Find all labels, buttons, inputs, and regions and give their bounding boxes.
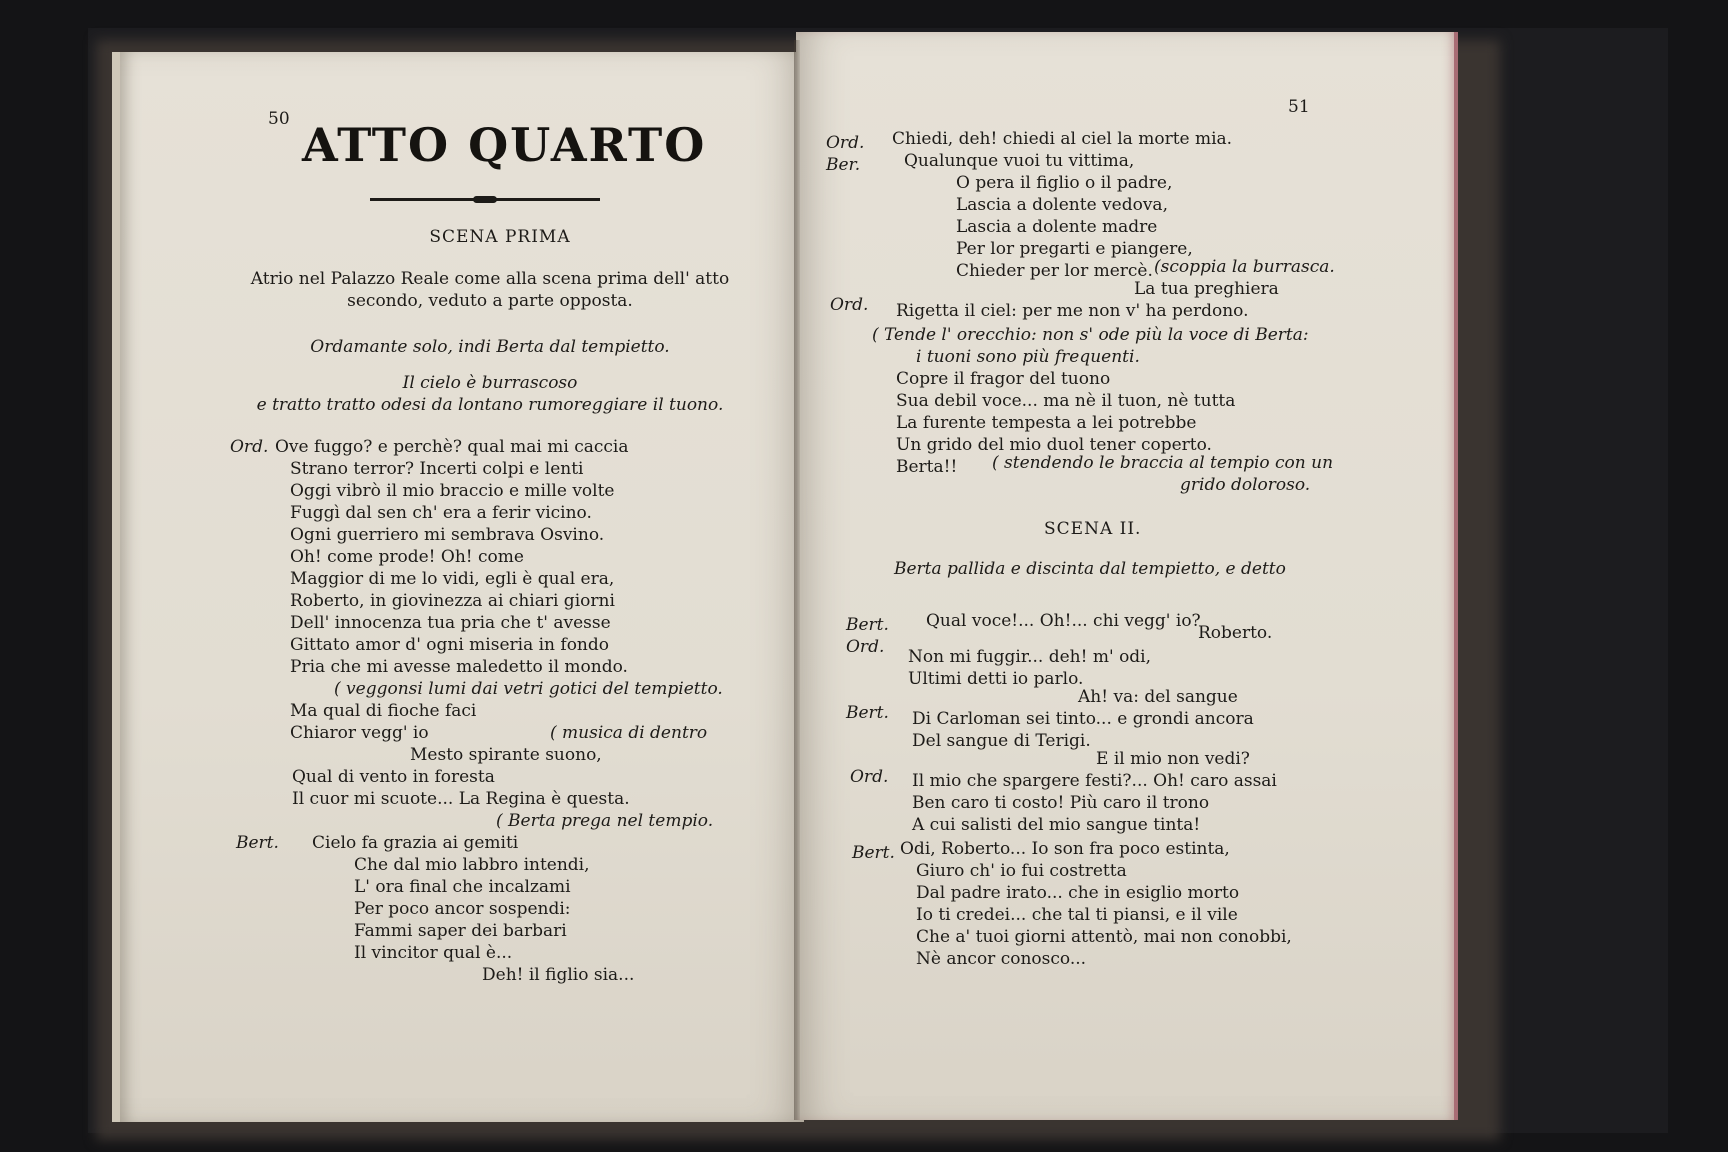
verse-line: Dell' innocenza tua pria che t' avesse <box>290 613 611 633</box>
verse-line: Il mio che spargere festi?... Oh! caro assai <box>912 771 1277 791</box>
verse-line: Non mi fuggir... deh! m' odi, <box>908 647 1152 667</box>
title-rule-ornament <box>473 196 497 203</box>
verse-line: Fuggì dal sen ch' era a ferir vicino. <box>290 503 592 523</box>
verse-line: Oggi vibrò il mio braccio e mille volte <box>290 481 615 501</box>
setting-line-2: secondo, veduto a parte opposta. <box>347 291 633 311</box>
stage-direction-2: e tratto tratto odesi da lontano rumoreggiare il tuono. <box>256 395 724 415</box>
verse-line: Deh! il figlio sia... <box>482 965 635 985</box>
verse-line: Cielo fa grazia ai gemiti <box>312 833 519 853</box>
verse-line: Il vincitor qual è... <box>354 943 513 963</box>
speaker-label: Bert. <box>846 615 889 635</box>
verse-line: Roberto. <box>1198 623 1273 643</box>
speaker-label: Ord. <box>830 295 869 315</box>
stage-direction-1: Il cielo è burrascoso <box>402 373 578 393</box>
speaker-label: Ord. <box>230 437 269 457</box>
left-page <box>112 52 804 1122</box>
verse-line: Dal padre irato... che in esiglio morto <box>916 883 1240 903</box>
verse-line: O pera il figlio o il padre, <box>956 173 1173 193</box>
verse-line: Lascia a dolente vedova, <box>956 195 1168 215</box>
right-page <box>796 32 1458 1120</box>
speaker-label: Ord. <box>826 133 865 153</box>
verse-line: Che a' tuoi giorni attentò, mai non conobbi, <box>916 927 1292 947</box>
verse-line: L' ora final che incalzami <box>354 877 571 897</box>
verse-line: Mesto spirante suono, <box>410 745 602 765</box>
stage-direction: ( veggonsi lumi dai vetri gotici del tempietto. <box>334 679 723 699</box>
verse-line: Io ti credei... che tal ti piansi, e il vile <box>916 905 1238 925</box>
verse-line: Gittato amor d' ogni miseria in fondo <box>290 635 609 655</box>
verse-line: Giuro ch' io fui costretta <box>916 861 1127 881</box>
verse-line: Ultimi detti io parlo. <box>908 669 1084 689</box>
verse-line: Qual di vento in foresta <box>292 767 495 787</box>
verse-line: La tua preghiera <box>1134 279 1279 299</box>
speaker-label: Bert. <box>846 703 889 723</box>
verse-line: Chieder per lor mercè. <box>956 261 1153 281</box>
verse-line: E il mio non vedi? <box>1096 749 1250 769</box>
verse-line: Roberto, in giovinezza ai chiari giorni <box>290 591 615 611</box>
page-title: ATTO QUARTO <box>302 118 707 172</box>
speaker-label: Ord. <box>846 637 885 657</box>
stage-direction: (scoppia la burrasca. <box>1154 257 1335 277</box>
verse-line: Maggior di me lo vidi, egli è qual era, <box>290 569 615 589</box>
characters-line: Berta pallida e discinta dal tempietto, e detto <box>894 559 1286 579</box>
verse-line: Strano terror? Incerti colpi e lenti <box>290 459 584 479</box>
verse-line: Odi, Roberto... Io son fra poco estinta, <box>900 839 1230 859</box>
verse-line: Qualunque vuoi tu vittima, <box>904 151 1135 171</box>
verse-line: Chiedi, deh! chiedi al ciel la morte mia. <box>892 129 1233 149</box>
stage-direction: ( Tende l' orecchio: non s' ode più la voce di Berta: <box>872 325 1309 345</box>
scene-heading: SCENA PRIMA <box>429 227 571 247</box>
stage-direction: grido doloroso. <box>1180 475 1311 495</box>
speaker-label: Bert. <box>852 843 895 863</box>
verse-line: La furente tempesta a lei potrebbe <box>896 413 1197 433</box>
verse-line: Pria che mi avesse maledetto il mondo. <box>290 657 628 677</box>
verse-line: Ogni guerriero mi sembrava Osvino. <box>290 525 605 545</box>
page-number: 50 <box>268 109 290 129</box>
speaker-label: Bert. <box>236 833 279 853</box>
verse-line: Copre il fragor del tuono <box>896 369 1111 389</box>
speaker-label: Ord. <box>850 767 889 787</box>
page-number: 51 <box>1288 97 1310 117</box>
verse-line: Ove fuggo? e perchè? qual mai mi caccia <box>275 437 629 457</box>
verse-line: Per poco ancor sospendi: <box>354 899 571 919</box>
verse-line: Un grido del mio duol tener coperto. <box>896 435 1212 455</box>
verse-line: Oh! come prode! Oh! come <box>290 547 524 567</box>
verse-line: Ma qual di fioche faci <box>290 701 477 721</box>
verse-line: Nè ancor conosco... <box>916 949 1087 969</box>
verse-line: Ah! va: del sangue <box>1078 687 1238 707</box>
verse-line: Ben caro ti costo! Più caro il trono <box>912 793 1210 813</box>
book-gutter <box>794 40 800 1120</box>
stage-direction: ( stendendo le braccia al tempio con un <box>992 453 1334 473</box>
scene-heading: SCENA II. <box>1044 519 1142 539</box>
stage-direction: i tuoni sono più frequenti. <box>916 347 1140 367</box>
speaker-label: Ber. <box>826 155 861 175</box>
verse-line: Qual voce!... Oh!... chi vegg' io? <box>926 611 1201 631</box>
verse-line: A cui salisti del mio sangue tinta! <box>912 815 1201 835</box>
verse-line: Rigetta il ciel: per me non v' ha perdono. <box>896 301 1249 321</box>
verse-line: Per lor pregarti e piangere, <box>956 239 1193 259</box>
verse-line: Di Carloman sei tinto... e grondi ancora <box>912 709 1254 729</box>
verse-line: Che dal mio labbro intendi, <box>354 855 590 875</box>
characters-line: Ordamante solo, indi Berta dal tempietto. <box>310 337 670 357</box>
verse-line: Fammi saper dei barbari <box>354 921 567 941</box>
verse-line: Berta!! <box>896 457 958 477</box>
stage-direction: ( musica di dentro <box>550 723 708 743</box>
verse-line: Del sangue di Terigi. <box>912 731 1091 751</box>
setting-line-1: Atrio nel Palazzo Reale come alla scena prima dell' atto <box>250 269 730 289</box>
verse-line: Chiaror vegg' io <box>290 723 429 743</box>
verse-line: Lascia a dolente madre <box>956 217 1158 237</box>
verse-line: Sua debil voce... ma nè il tuon, nè tutta <box>896 391 1236 411</box>
stage-direction: ( Berta prega nel tempio. <box>496 811 714 831</box>
verse-line: Il cuor mi scuote... La Regina è questa. <box>292 789 630 809</box>
